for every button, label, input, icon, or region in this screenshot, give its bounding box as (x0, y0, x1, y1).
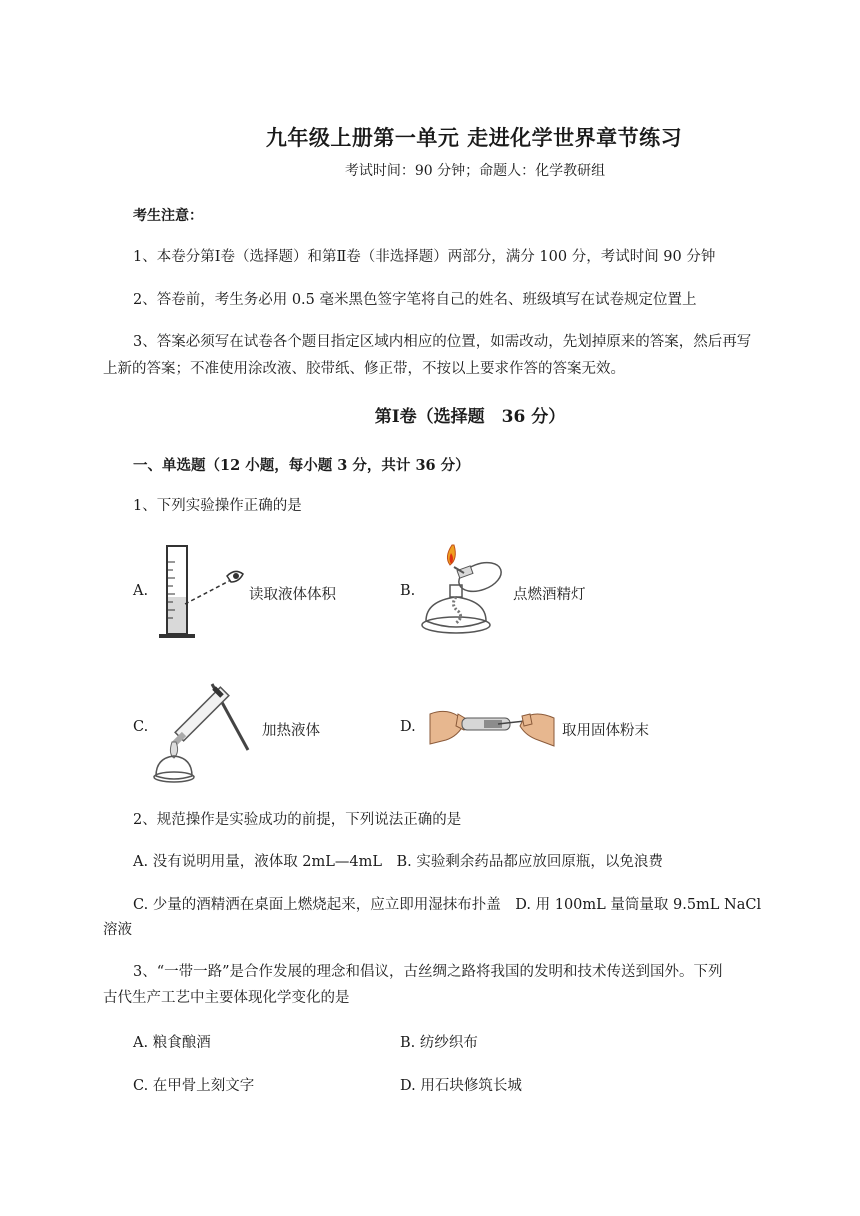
notice-item-3-line-1: 3、答案必须写在试卷各个题目指定区域内相应的位置，如需改动，先划掉原来的答案，然后再写 (133, 334, 752, 350)
q3-option-b: B. 纺纱织布 (400, 1035, 478, 1051)
q1-option-c-label: 加热液体 (262, 723, 320, 739)
part-heading: 一、单选题（12 小题，每小题 3 分，共计 36 分） (133, 457, 470, 474)
q1-option-b-letter: B. (400, 583, 416, 599)
section-title: 第Ⅰ卷（选择题 36 分） (374, 407, 566, 427)
q1-option-c-letter: C. (133, 719, 149, 735)
q1-option-d-label: 取用固体粉末 (562, 723, 649, 739)
question-2-stem: 2、规范操作是实验成功的前提，下列说法正确的是 (133, 812, 462, 828)
q1-option-b-label: 点燃酒精灯 (513, 587, 586, 603)
exam-info: 考试时间：90 分钟；命题人：化学教研组 (344, 163, 606, 179)
q3-option-c: C. 在甲骨上刻文字 (133, 1078, 255, 1094)
notice-item-2: 2、答卷前，考生务必用 0.5 毫米黑色签字笔将自己的姓名、班级填写在试卷规定位置上 (133, 292, 697, 308)
alcohol-lamp-lighting-image (418, 543, 513, 643)
q3-option-a: A. 粮食酿酒 (133, 1035, 211, 1051)
notice-item-1: 1、本卷分第Ⅰ卷（选择题）和第Ⅱ卷（非选择题）两部分，满分 100 分，考试时间 90 分钟 (133, 249, 716, 265)
notice-item-3-line-2: 上新的答案；不准使用涂改液、胶带纸、修正带，不按以上要求作答的答案无效。 (103, 361, 625, 377)
q1-option-d-letter: D. (400, 719, 416, 735)
question-1-stem: 1、下列实验操作正确的是 (133, 498, 302, 514)
q1-option-a-letter: A. (133, 583, 149, 599)
graduated-cylinder-reading-image (155, 542, 250, 642)
q1-option-a-label: 读取液体体积 (249, 587, 336, 603)
question-2-options-line-1: A. 没有说明用量，液体取 2mL—4mL B. 实验剩余药品都应放回原瓶，以免浪费 (133, 854, 663, 870)
notice-heading: 考生注意： (133, 208, 203, 224)
question-3-stem-line-2: 古代生产工艺中主要体现化学变化的是 (103, 990, 350, 1006)
question-2-options-line-3: 溶液 (103, 922, 132, 938)
q3-option-d: D. 用石块修筑长城 (400, 1078, 522, 1094)
question-2-options-line-2: C. 少量的酒精洒在桌面上燃烧起来，应立即用湿抹布扑盖 D. 用 100mL 量筒量取 9.5mL NaCl (133, 897, 762, 913)
taking-powder-image (428, 700, 556, 754)
question-3-stem-line-1: 3、“一带一路”是合作发展的理念和倡议，古丝绸之路将我国的发明和技术传送到国外。下列 (133, 964, 723, 980)
page-title: 九年级上册第一单元 走进化学世界章节练习 (265, 125, 683, 150)
heating-liquid-image (150, 676, 260, 784)
